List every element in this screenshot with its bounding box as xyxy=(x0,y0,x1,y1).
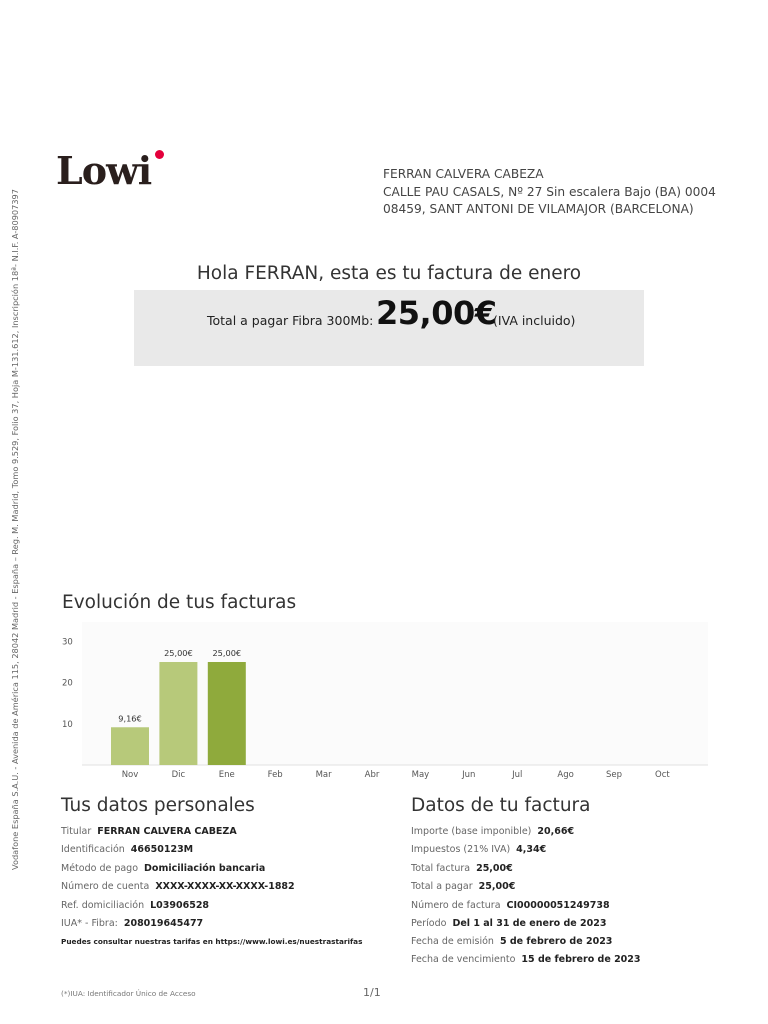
logo-dot-icon xyxy=(155,150,164,159)
chart-x-tick-label: Ene xyxy=(218,770,235,780)
invoice-row-fecha-emision: Fecha de emisión 5 de febrero de 2023 xyxy=(411,936,613,947)
invoice-greeting: Hola FERRAN, esta es tu factura de enero xyxy=(196,263,582,284)
total-amount: 25,00€ xyxy=(376,294,497,332)
customer-address-line2: 08459, SANT ANTONI DE VILAMAJOR (BARCELONA) xyxy=(383,202,694,216)
customer-name: FERRAN CALVERA CABEZA xyxy=(383,167,544,181)
chart-data-label: 9,16€ xyxy=(118,713,142,724)
invoice-row-impuestos: Impuestos (21% IVA) 4,34€ xyxy=(411,844,547,855)
chart-bar xyxy=(208,662,246,765)
chart-x-tick-label: Feb xyxy=(267,770,283,780)
total-iva-note: (IVA incluido) xyxy=(493,313,576,328)
personal-row-ref-domiciliacion: Ref. domiciliación L03906528 xyxy=(61,900,210,911)
iua-footnote: (*)IUA: Identificador Único de Acceso xyxy=(61,989,196,998)
side-legal-text: Vodafone España S.A.U. - Avenida de América 115, 28042 Madrid - España – Reg. M. Madrid, Tomo 9.529, Folio 37, Hoja M-131.612, Inscripción 18ª- N.I.F. A-80907397 xyxy=(10,189,20,870)
chart-x-tick-label: Abr xyxy=(364,770,380,780)
invoice-data-title: Datos de tu factura xyxy=(411,795,591,816)
tarifas-link-note: Puedes consultar nuestras tarifas en https://www.lowi.es/nuestrastarifas xyxy=(61,937,363,946)
chart-x-tick-label: May xyxy=(411,770,430,780)
total-label: Total a pagar Fibra 300Mb: xyxy=(207,313,374,328)
chart-x-tick-label: Oct xyxy=(655,770,670,780)
chart-data-label: 25,00€ xyxy=(164,648,193,658)
invoice-row-numero-factura: Número de factura CI00000051249738 xyxy=(411,900,610,911)
bill-evolution-chart xyxy=(56,620,736,784)
personal-row-identificacion: Identificación 46650123M xyxy=(61,844,194,855)
personal-row-numero-cuenta: Número de cuenta XXXX-XXXX-XX-XXXX-1882 xyxy=(61,881,295,892)
invoice-row-importe: Importe (base imponible) 20,66€ xyxy=(411,826,575,837)
chart-x-tick-label: Jul xyxy=(512,770,523,780)
chart-y-tick-label: 10 xyxy=(62,719,73,730)
chart-x-tick-label: Sep xyxy=(605,770,623,780)
personal-row-iua: IUA* - Fibra: 208019645477 xyxy=(61,918,204,929)
personal-row-titular: Titular FERRAN CALVERA CABEZA xyxy=(61,826,237,837)
customer-address-block xyxy=(383,166,716,219)
chart-y-tick-label: 30 xyxy=(62,637,73,648)
chart-bar xyxy=(111,727,149,765)
chart-data-label: 25,00€ xyxy=(212,648,242,658)
customer-address-line1: CALLE PAU CASALS, Nº 27 Sin escalera Bajo (BA) 0004 xyxy=(383,184,716,199)
chart-bar xyxy=(159,662,197,765)
chart-x-tick-label: Jun xyxy=(462,770,476,780)
personal-row-metodo-pago: Método de pago Domiciliación bancaria xyxy=(61,863,266,874)
chart-title: Evolución de tus facturas xyxy=(62,592,297,613)
chart-x-tick-label: Mar xyxy=(315,770,332,780)
lowi-logo: Lowi xyxy=(56,148,152,193)
chart-x-tick-label: Dic xyxy=(171,770,186,780)
chart-y-tick-label: 20 xyxy=(62,678,73,689)
invoice-row-periodo: Período Del 1 al 31 de enero de 2023 xyxy=(411,918,607,929)
invoice-row-fecha-vencimiento: Fecha de vencimiento 15 de febrero de 2023 xyxy=(411,954,641,965)
invoice-row-total-pagar: Total a pagar 25,00€ xyxy=(411,881,516,892)
chart-x-tick-label: Ago xyxy=(557,770,574,780)
page-number: 1/1 xyxy=(363,986,381,999)
personal-data-title: Tus datos personales xyxy=(61,795,255,816)
chart-x-tick-label: Nov xyxy=(121,770,139,780)
invoice-row-total-factura: Total factura 25,00€ xyxy=(411,863,513,874)
